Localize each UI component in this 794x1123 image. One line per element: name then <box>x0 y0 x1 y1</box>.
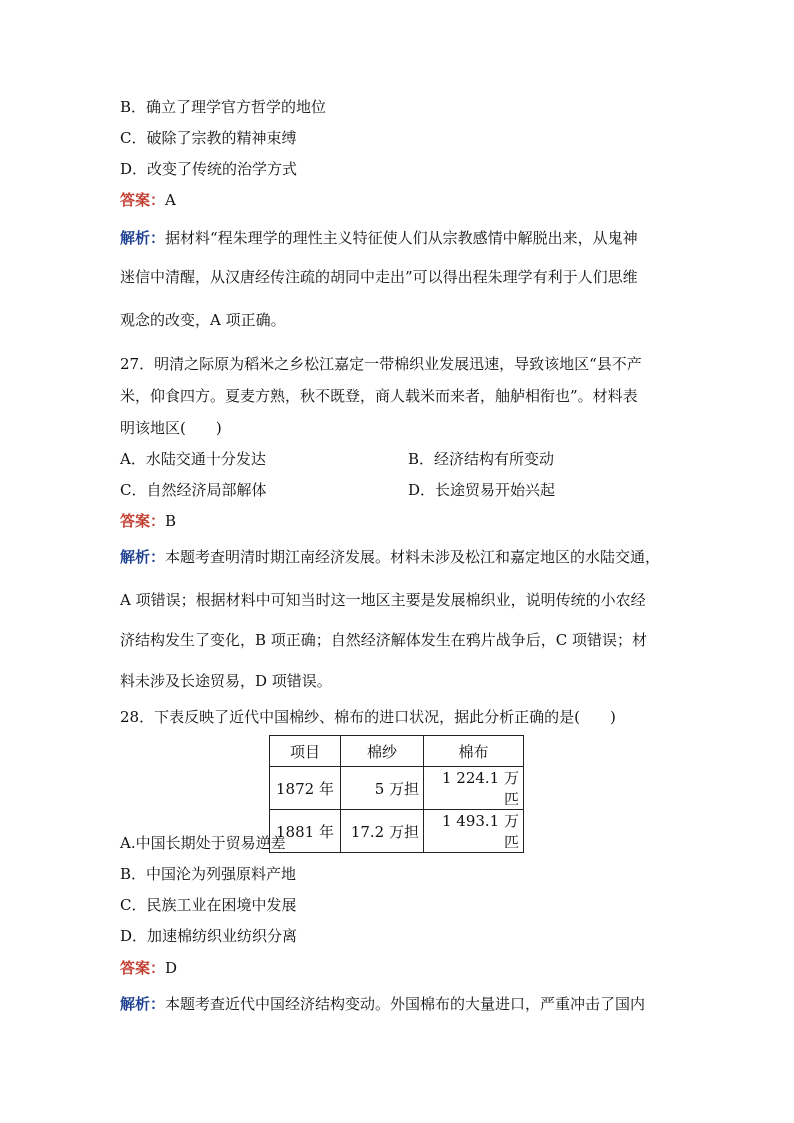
analysis-text: 据材料“程朱理学的理性主义特征使人们从宗教感情中解脱出来，从鬼神 <box>165 229 638 247</box>
q27-analysis-line-2: A 项错误；根据材料中可知当时这一地区主要是发展棉织业，说明传统的小农经 <box>120 591 646 609</box>
q26-option-b: B．确立了理学官方哲学的地位 <box>120 98 327 116</box>
q27-stem-line-1: 27．明清之际原为稻米之乡松江嘉定一带棉织业发展迅速，导致该地区“县不产 <box>120 355 642 373</box>
q26-option-d: D．改变了传统的治学方式 <box>120 160 298 178</box>
answer-label: 答案： <box>120 959 166 977</box>
q28-option-b: B．中国沦为列强原料产地 <box>120 865 297 883</box>
table-cell: 1872 年 <box>270 767 341 810</box>
table-header-cell: 棉布 <box>424 736 524 767</box>
answer-label: 答案： <box>120 191 166 209</box>
analysis-label: 解析： <box>120 229 166 247</box>
q26-option-c: C．破除了宗教的精神束缚 <box>120 129 297 147</box>
q27-option-b: B．经济结构有所变动 <box>408 450 555 468</box>
q27-analysis-line-1 <box>120 547 660 567</box>
table-cell: 1881 年 <box>270 810 341 853</box>
q28-analysis-line-1 <box>120 994 645 1014</box>
analysis-text: 本题考查明清时期江南经济发展。材料未涉及松江和嘉定地区的水陆交通， <box>165 548 661 566</box>
table-cell: 1 493.1 万匹 <box>424 810 524 853</box>
answer-label: 答案： <box>120 512 166 530</box>
table-cell: 1 224.1 万匹 <box>424 767 524 810</box>
q26-analysis-line-3: 观念的改变，A 项正确。 <box>120 311 286 329</box>
q26-analysis-line-2: 迷信中清醒，从汉唐经传注疏的胡同中走出”可以得出程朱理学有利于人们思维 <box>120 268 638 286</box>
analysis-label: 解析： <box>120 995 166 1013</box>
q28-stem: 28．下表反映了近代中国棉纱、棉布的进口状况，据此分析正确的是( ) <box>120 708 616 726</box>
answer-value: A <box>165 191 176 209</box>
answer-value: B <box>165 512 177 530</box>
q28-answer <box>120 958 177 978</box>
table-row <box>270 767 524 810</box>
import-table <box>269 735 524 853</box>
q26-analysis-line-1 <box>120 228 638 248</box>
q28-option-d: D．加速棉纺织业纺织分离 <box>120 927 298 945</box>
q27-option-c: C．自然经济局部解体 <box>120 481 267 499</box>
q27-option-d: D．长途贸易开始兴起 <box>408 481 556 499</box>
q27-option-a: A．水陆交通十分发达 <box>120 450 266 468</box>
table-header-row <box>270 736 524 767</box>
q28-option-c: C．民族工业在困境中发展 <box>120 896 297 914</box>
analysis-label: 解析： <box>120 548 166 566</box>
table-cell: 17.2 万担 <box>341 810 424 853</box>
q27-answer <box>120 511 176 531</box>
q27-analysis-line-4: 料未涉及长途贸易，D 项错误。 <box>120 672 332 690</box>
answer-value: D <box>165 959 178 977</box>
q26-answer <box>120 190 176 210</box>
table-row <box>270 810 524 853</box>
q27-analysis-line-3: 济结构发生了变化，B 项正确；自然经济解体发生在鸦片战争后，C 项错误；材 <box>120 631 648 649</box>
q28-option-a: A.中国长期处于贸易逆差 <box>120 834 286 852</box>
q27-stem-line-2: 米，仰食四方。夏麦方熟，秋不既登，商人载米而来者，舳舻相衔也”。材料表 <box>120 387 638 405</box>
table-cell: 5 万担 <box>341 767 424 810</box>
analysis-text: 本题考查近代中国经济结构变动。外国棉布的大量进口，严重冲击了国内 <box>165 995 646 1013</box>
q27-stem-line-3: 明该地区( ) <box>120 419 222 437</box>
table-header-cell: 棉纱 <box>341 736 424 767</box>
table-header-cell: 项目 <box>270 736 341 767</box>
